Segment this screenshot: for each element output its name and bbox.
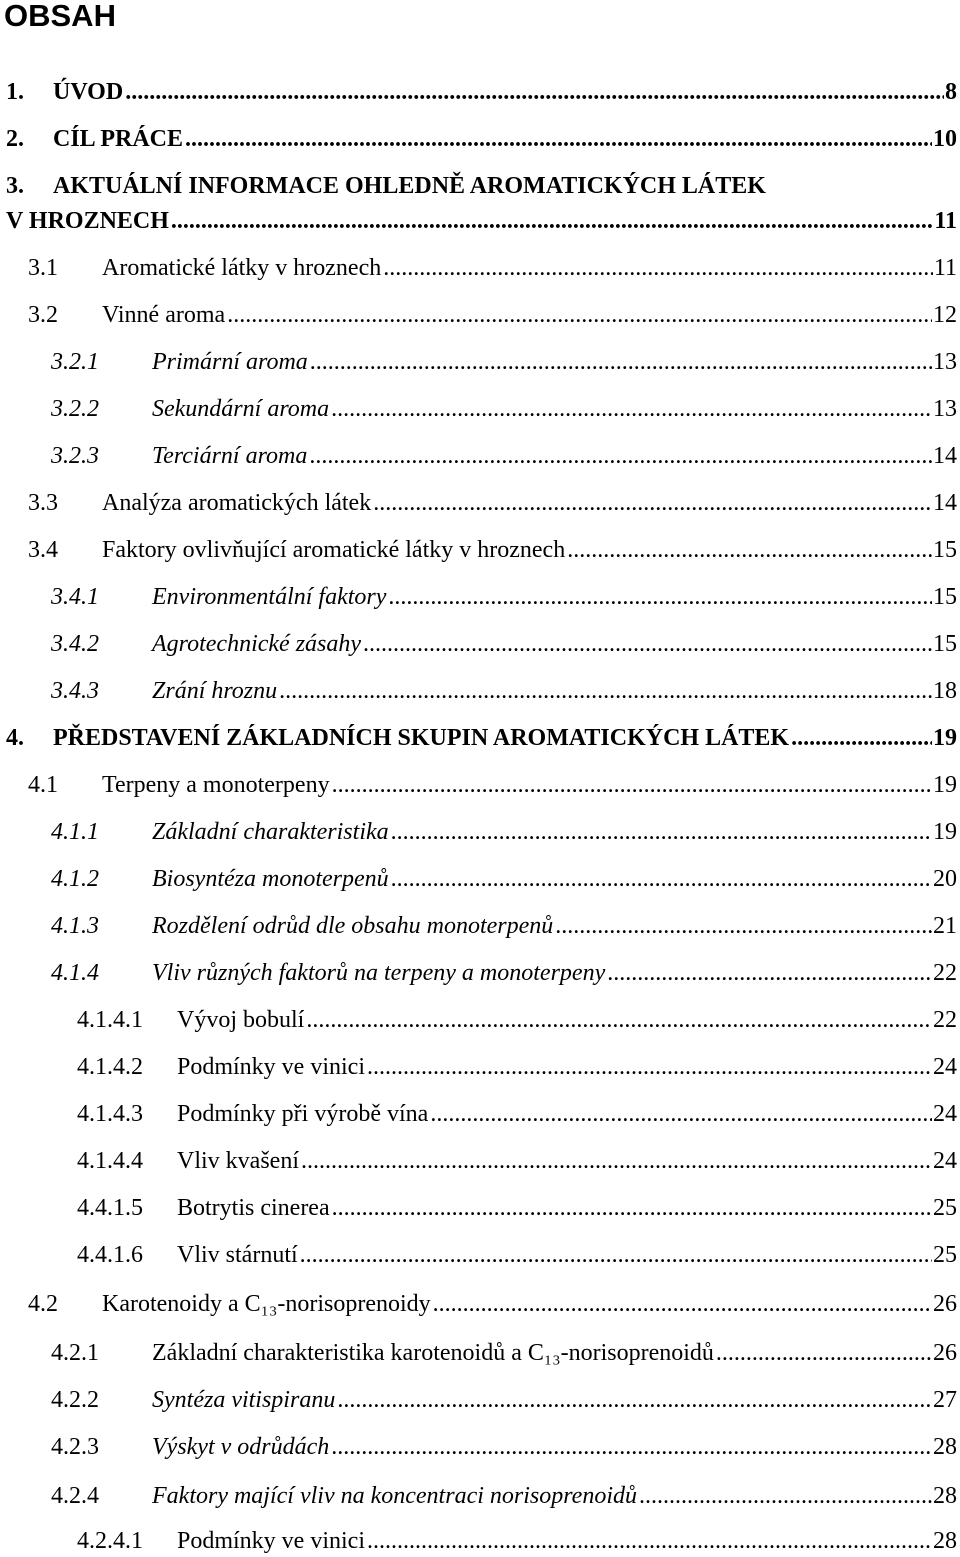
toc-page: 24 [933, 1101, 957, 1127]
toc-entry-3-1[interactable] [0, 253, 960, 283]
toc-page: 26 [933, 1291, 957, 1317]
toc-entry-1[interactable] [0, 77, 960, 107]
toc-title: Základní charakteristika [152, 819, 389, 845]
toc-entry-3-2-2[interactable] [0, 394, 960, 424]
toc-page: 19 [933, 772, 957, 798]
toc-entry-2[interactable] [0, 124, 960, 154]
toc-number: 3.1 [28, 255, 58, 281]
toc-leader [332, 770, 932, 800]
toc-entry-3-2-3[interactable] [0, 441, 960, 471]
toc-page: 15 [933, 537, 957, 563]
toc-title: Sekundární aroma [152, 396, 330, 422]
toc-leader [363, 629, 932, 659]
toc-leader [310, 347, 932, 377]
toc-leader [300, 1240, 932, 1270]
toc-title: PŘEDSTAVENÍ ZÁKLADNÍCH SKUPIN AROMATICKÝCH LÁTEK [53, 725, 790, 751]
toc-title: Zrání hroznu [152, 678, 278, 704]
toc-number: 3.4.3 [51, 678, 99, 704]
toc-number: 3.4 [28, 537, 58, 563]
toc-title: Vliv kvašení [177, 1148, 299, 1174]
toc-number: 3. [6, 173, 24, 199]
toc-title: Základní charakteristika karotenoidů a C₁₃-norisoprenoidů [152, 1340, 714, 1366]
toc-page: 20 [933, 866, 957, 892]
toc-page: 15 [933, 584, 957, 610]
toc-title: Aromatické látky v hroznech [102, 255, 382, 281]
toc-entry-4-4-1-6[interactable] [0, 1240, 960, 1270]
toc-number: 2. [6, 126, 24, 152]
toc-entry-3-2-1[interactable] [0, 347, 960, 377]
toc-title: Biosyntéza monoterpenů [152, 866, 389, 892]
toc-number: 4.2.1 [51, 1340, 99, 1366]
toc-page: 21 [933, 913, 957, 939]
toc-title: Faktory ovlivňující aromatické látky v hroznech [102, 537, 566, 563]
toc-title: Karotenoidy a C₁₃-norisoprenoidy [102, 1291, 431, 1317]
toc-number: 4.2.2 [51, 1387, 99, 1413]
toc-page: 14 [933, 443, 957, 469]
toc-number: 4.1.2 [51, 866, 99, 892]
toc-leader [391, 817, 932, 847]
toc-entry-3-4-1[interactable] [0, 582, 960, 612]
toc-title: Primární aroma [152, 349, 308, 375]
toc-entry-3-continuation[interactable] [0, 206, 960, 236]
toc-title: Vliv stárnutí [177, 1242, 298, 1268]
toc-page: 25 [933, 1242, 957, 1268]
toc-number: 3.2.1 [51, 349, 99, 375]
toc-page: 22 [933, 1007, 957, 1033]
toc-number: 4.2.3 [51, 1434, 99, 1460]
toc-title: ÚVOD [53, 79, 124, 105]
toc-page: 28 [933, 1528, 957, 1554]
toc-entry-3[interactable] [0, 171, 960, 201]
toc-number: 4.1.4 [51, 960, 99, 986]
toc-page: 27 [933, 1387, 957, 1413]
toc-leader [791, 723, 932, 753]
toc-number: 4.1.3 [51, 913, 99, 939]
toc-entry-4-2-2[interactable] [0, 1385, 960, 1415]
toc-leader [391, 864, 932, 894]
toc-leader [171, 206, 933, 236]
toc-title: AKTUÁLNÍ INFORMACE OHLEDNĚ AROMATICKÝCH LÁTEK [53, 173, 766, 199]
toc-entry-4-1-4-1[interactable] [0, 1005, 960, 1035]
toc-page: 19 [933, 725, 957, 751]
toc-page: 8 [945, 79, 957, 105]
toc-page: 26 [933, 1340, 957, 1366]
toc-number: 4.1.4.2 [77, 1054, 143, 1080]
toc-leader [301, 1146, 932, 1176]
toc-title: Terpeny a monoterpeny [102, 772, 330, 798]
toc-number: 4.1.4.1 [77, 1007, 143, 1033]
toc-entry-4-1-2[interactable] [0, 864, 960, 894]
toc-title: Podmínky ve vinici [177, 1054, 365, 1080]
toc-leader [555, 911, 932, 941]
toc-entry-3-3[interactable] [0, 488, 960, 518]
toc-page: 18 [933, 678, 957, 704]
toc-entry-4-1-1[interactable] [0, 817, 960, 847]
toc-leader [373, 488, 932, 518]
toc-page: 10 [933, 126, 957, 152]
toc-number: 4.4.1.6 [77, 1242, 143, 1268]
toc-entry-4-1[interactable] [0, 770, 960, 800]
toc-leader [367, 1526, 932, 1556]
toc-entry-4-2-4-1[interactable] [0, 1526, 960, 1556]
toc-page: 14 [933, 490, 957, 516]
toc-entry-4-1-4-3[interactable] [0, 1099, 960, 1129]
toc-title: Terciární aroma [152, 443, 308, 469]
toc-number: 4.2 [28, 1291, 58, 1317]
toc-number: 4.1.4.3 [77, 1101, 143, 1127]
toc-entry-3-4-3[interactable] [0, 676, 960, 706]
toc-page: 25 [933, 1195, 957, 1221]
toc-title: Vývoj bobulí [177, 1007, 305, 1033]
toc-entry-4-1-3[interactable] [0, 911, 960, 941]
toc-number: 4.2.4 [51, 1483, 99, 1509]
toc-entry-4-1-4[interactable] [0, 958, 960, 988]
toc-leader [309, 441, 932, 471]
toc-leader [639, 1481, 932, 1511]
toc-number: 4.1.4.4 [77, 1148, 143, 1174]
toc-entry-4-2-3[interactable] [0, 1432, 960, 1462]
toc-page: 11 [933, 255, 957, 281]
toc-number: 4. [6, 725, 24, 751]
toc-entry-4-4-1-5[interactable] [0, 1193, 960, 1223]
toc-page: 22 [933, 960, 957, 986]
toc-number: 4.4.1.5 [77, 1195, 143, 1221]
toc-leader [716, 1338, 932, 1368]
toc-title-continued: V HROZNECH [6, 208, 169, 234]
toc-number: 4.1 [28, 772, 58, 798]
toc-page: 12 [933, 302, 957, 328]
toc-leader [306, 1005, 932, 1035]
toc-title: Environmentální faktory [152, 584, 387, 610]
toc-title: Faktory mající vliv na koncentraci norisoprenoidů [152, 1483, 638, 1509]
toc-page: 19 [933, 819, 957, 845]
toc-page: 24 [933, 1148, 957, 1174]
toc-entry-4-2-1[interactable] [0, 1338, 960, 1368]
toc-entry-3-4-2[interactable] [0, 629, 960, 659]
toc-number: 3.4.1 [51, 584, 99, 610]
toc-title: Rozdělení odrůd dle obsahu monoterpenů [152, 913, 554, 939]
toc-title: Výskyt v odrůdách [152, 1434, 330, 1460]
toc-title: Agrotechnické zásahy [152, 631, 362, 657]
toc-number: 4.2.4.1 [77, 1528, 143, 1554]
toc-entry-4-2-4[interactable] [0, 1481, 960, 1511]
toc-page: 15 [933, 631, 957, 657]
toc-title: Syntéza vitispiranu [152, 1387, 336, 1413]
toc-title: Podmínky při výrobě vína [177, 1101, 429, 1127]
toc-page: 28 [933, 1434, 957, 1460]
toc-leader [227, 300, 932, 330]
toc-title: Analýza aromatických látek [102, 490, 372, 516]
toc-leader [367, 1052, 932, 1082]
page-title: OBSAH [4, 0, 116, 33]
toc-title: Vliv různých faktorů na terpeny a monoterpeny [152, 960, 606, 986]
toc-leader [337, 1385, 932, 1415]
toc-leader [185, 124, 932, 154]
toc-number: 3.4.2 [51, 631, 99, 657]
toc-leader [125, 77, 944, 107]
toc-entry-3-4[interactable] [0, 535, 960, 565]
toc-entry-3-2[interactable] [0, 300, 960, 330]
toc-leader [388, 582, 932, 612]
toc-page: 13 [933, 396, 957, 422]
toc-entry-4-1-4-2[interactable] [0, 1052, 960, 1082]
toc-title: Botrytis cinerea [177, 1195, 330, 1221]
toc-number: 3.2.3 [51, 443, 99, 469]
toc-number: 3.2.2 [51, 396, 99, 422]
toc-page: 24 [933, 1054, 957, 1080]
toc-page: 28 [933, 1483, 957, 1509]
toc-number: 3.2 [28, 302, 58, 328]
toc-leader [383, 253, 933, 283]
toc-title: Vinné aroma [102, 302, 226, 328]
toc-number: 4.1.1 [51, 819, 99, 845]
toc-page: 13 [933, 349, 957, 375]
toc-leader [567, 535, 932, 565]
toc-entry-4[interactable] [0, 723, 960, 753]
toc-leader [279, 676, 932, 706]
toc-leader [607, 958, 932, 988]
toc-entry-4-2[interactable] [0, 1289, 960, 1319]
toc-entry-4-1-4-4[interactable] [0, 1146, 960, 1176]
toc-number: 3.3 [28, 490, 58, 516]
toc-title: CÍL PRÁCE [53, 126, 184, 152]
toc-number: 1. [6, 79, 24, 105]
toc-leader [430, 1099, 932, 1129]
toc-leader [433, 1289, 932, 1319]
toc-title: Podmínky ve vinici [177, 1528, 365, 1554]
toc-leader [331, 1432, 932, 1462]
toc-leader [331, 394, 932, 424]
toc-page: 11 [934, 208, 957, 234]
toc-leader [332, 1193, 932, 1223]
